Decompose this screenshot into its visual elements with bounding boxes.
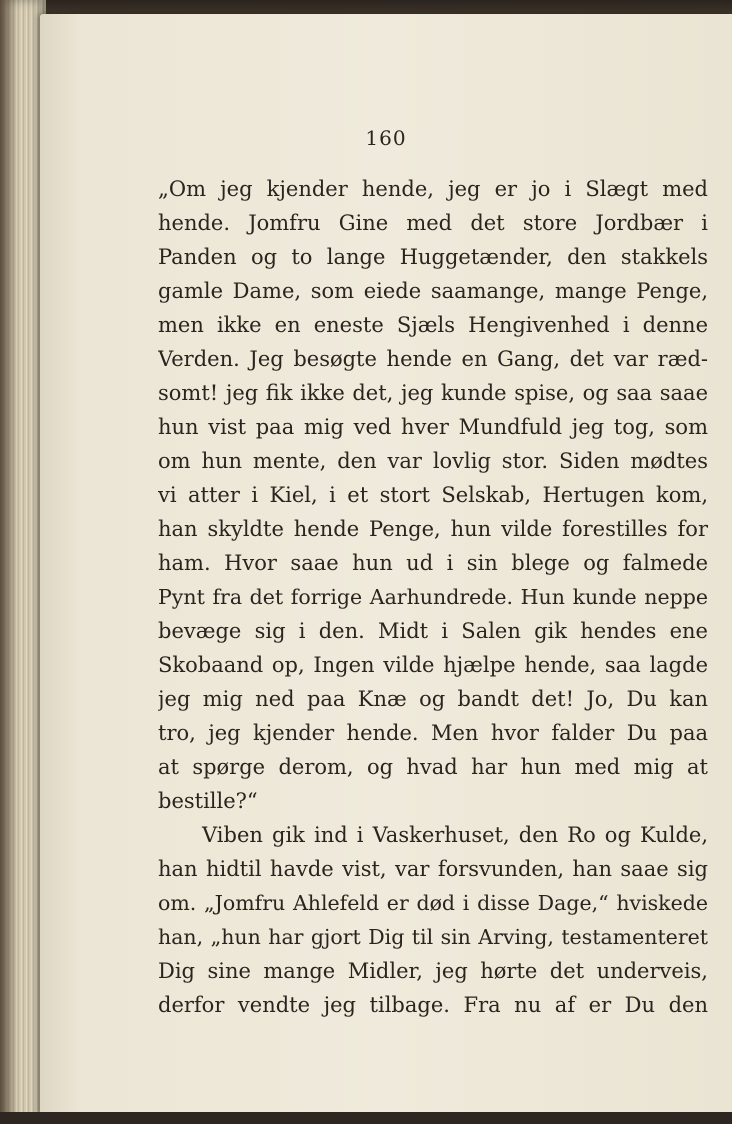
text-line: „Om jeg kjender hende, jeg er jo i Slægt med: [158, 177, 708, 201]
text-line: ham. Hvor saae hun ud i sin blege og falmede: [158, 551, 708, 575]
spine-shadow: [0, 0, 18, 1124]
text-line: Dig sine mange Midler, jeg hørte det underveis,: [158, 959, 708, 983]
text-line: om hun mente, den var lovlig stor. Siden mødtes: [158, 449, 708, 473]
text-line: bestille?“: [158, 789, 258, 813]
text-line: Viben gik ind i Vaskerhuset, den Ro og Kulde,: [202, 823, 708, 847]
book-edge-bottom: [0, 1112, 732, 1124]
book-page: [40, 14, 732, 1114]
text-line: hun vist paa mig ved hver Mundfuld jeg tog, som: [158, 415, 708, 439]
text-line: tro, jeg kjender hende. Men hvor falder Du paa: [158, 721, 708, 745]
text-line: derfor vendte jeg tilbage. Fra nu af er Du den: [158, 993, 708, 1017]
page-number: 160: [365, 126, 407, 150]
text-line: bevæge sig i den. Midt i Salen gik hendes ene: [158, 619, 708, 643]
text-line: hende. Jomfru Gine med det store Jordbær i: [158, 211, 708, 235]
text-line: han, „hun har gjort Dig til sin Arving, testamenteret: [158, 925, 708, 949]
text-line: om. „Jomfru Ahlefeld er død i disse Dage,“ hviskede: [158, 891, 708, 915]
text-line: gamle Dame, som eiede saamange, mange Penge,: [158, 279, 708, 303]
text-line: jeg mig ned paa Knæ og bandt det! Jo, Du kan: [158, 687, 708, 711]
text-line: somt! jeg fik ikke det, jeg kunde spise, og saa saae: [158, 381, 708, 405]
text-line: han hidtil havde vist, var forsvunden, han saae sig: [158, 857, 708, 881]
text-line: men ikke en eneste Sjæls Hengivenhed i denne: [158, 313, 708, 337]
text-line: Verden. Jeg besøgte hende en Gang, det var ræd-: [158, 347, 708, 371]
text-line: vi atter i Kiel, i et stort Selskab, Hertugen kom,: [158, 483, 708, 507]
text-line: Panden og to lange Huggetænder, den stakkels: [158, 245, 708, 269]
text-line: at spørge derom, og hvad har hun med mig at: [158, 755, 708, 779]
text-line: han skyldte hende Penge, hun vilde forestilles for: [158, 517, 708, 541]
text-line: Pynt fra det forrige Aarhundrede. Hun kunde neppe: [158, 585, 708, 609]
text-line: Skobaand op, Ingen vilde hjælpe hende, saa lagde: [158, 653, 708, 677]
page-text: [158, 172, 708, 1022]
